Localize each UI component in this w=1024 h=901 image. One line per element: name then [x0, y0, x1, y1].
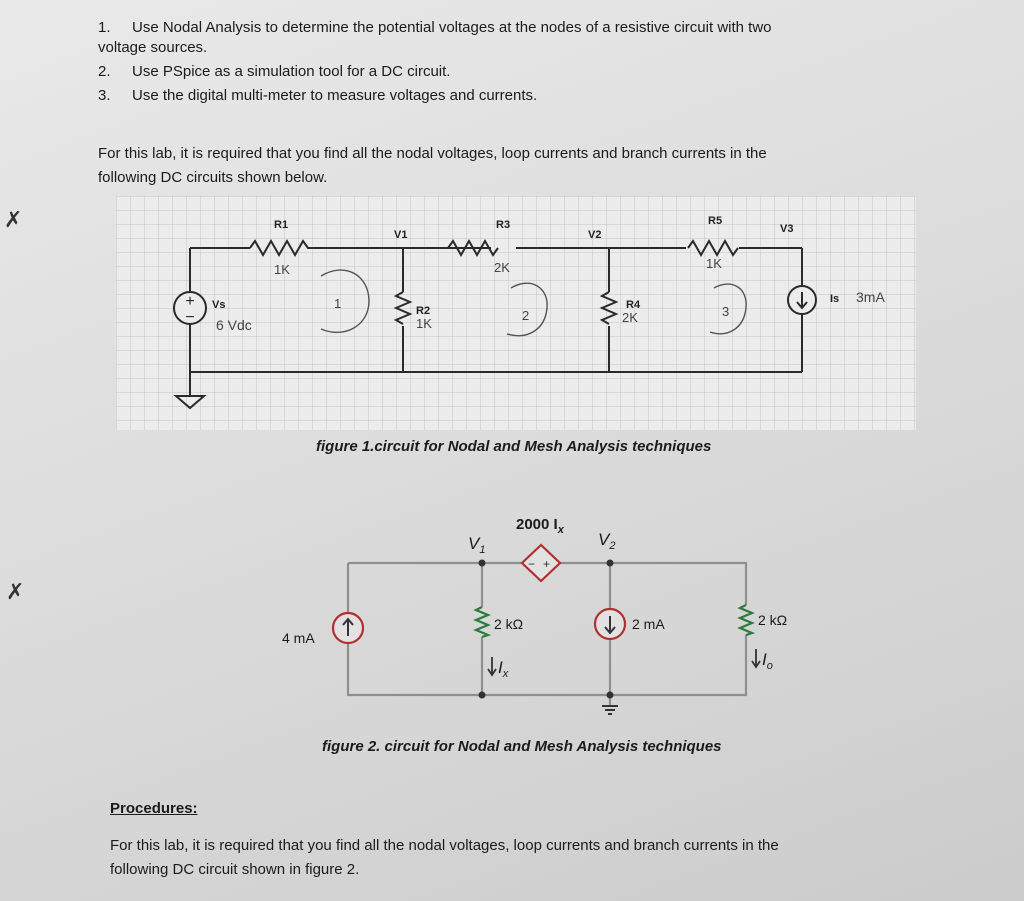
node-dot [479, 692, 486, 699]
label-2ma: 2 mA [632, 616, 665, 632]
value-r3: 2K [494, 260, 510, 275]
label-ix [498, 658, 509, 680]
current-arrow-io [752, 649, 760, 667]
label-v1-subscript: 1 [479, 544, 486, 556]
label-2k-right: 2 kΩ [758, 612, 788, 628]
dependent-source-subscript: x [557, 524, 564, 536]
objective-text: Use PSpice as a simulation tool for a DC circuit. [132, 63, 451, 80]
procedures-paragraph [110, 834, 950, 882]
current-arrow-ix [488, 657, 496, 675]
label-io [762, 650, 773, 672]
label-v1 [468, 534, 485, 556]
label-r2: R2 [416, 305, 431, 317]
procedures-heading: Procedures: [110, 800, 198, 817]
wire [348, 563, 746, 695]
mesh-number-3: 3 [722, 304, 730, 319]
label-v3: V3 [780, 223, 794, 235]
node-dot [479, 560, 486, 567]
figure2-circuit [260, 505, 820, 725]
label-v2-subscript: 2 [609, 540, 616, 552]
value-is: 3mA [856, 289, 885, 305]
figure1-circuit [116, 196, 916, 430]
dependent-source-text: 2000 I [516, 516, 558, 533]
label-r5: R5 [708, 215, 723, 227]
value-r4: 2K [622, 310, 638, 325]
procedures-line: following DC circuit shown in figure 2. [110, 861, 360, 878]
label-r3: R3 [496, 219, 511, 231]
node-dot [607, 560, 614, 567]
label-v1-text: V [468, 534, 480, 553]
label-4ma: 4 mA [282, 630, 315, 646]
label-io-subscript: o [766, 660, 773, 672]
resistor-2k-right [740, 605, 752, 635]
label-ix-subscript: x [502, 668, 509, 680]
margin-mark: ✗ [6, 580, 25, 605]
intro-paragraph [98, 142, 918, 190]
figure2-caption: figure 2. circuit for Nodal and Mesh Analysis techniques [322, 738, 722, 755]
label-v1: V1 [394, 229, 408, 241]
plus-icon: + [543, 557, 551, 571]
plus-icon: + [185, 293, 195, 310]
objective-number: 2. [98, 63, 111, 80]
figure1-caption: figure 1.circuit for Nodal and Mesh Analysis techniques [316, 438, 712, 455]
value-vs: 6 Vdc [216, 317, 252, 333]
label-r1: R1 [274, 219, 289, 231]
label-ix-text: I [498, 658, 503, 677]
objective-text: Use Nodal Analysis to determine the potential voltages at the nodes of a resistive circuit with two [132, 19, 772, 36]
intro-line: For this lab, it is required that you find all the nodal voltages, loop currents and branch currents in the [98, 145, 767, 162]
objective-number: 3. [98, 87, 111, 104]
wire [578, 563, 746, 605]
label-is: Is [830, 293, 840, 305]
label-r4: R4 [626, 299, 641, 311]
objective-item [98, 88, 537, 103]
minus-icon: − [185, 309, 195, 326]
objective-continuation: voltage sources. [98, 39, 208, 56]
mesh-number-1: 1 [334, 296, 342, 311]
label-vs: Vs [212, 299, 226, 311]
label-v2-text: V [598, 530, 610, 549]
mesh-number-2: 2 [522, 308, 530, 323]
resistor-2k-middle [476, 607, 488, 637]
objective-number: 1. [98, 19, 111, 36]
minus-icon: − [528, 557, 536, 571]
objective-text: Use the digital multi-meter to measure voltages and currents. [132, 87, 538, 104]
margin-mark: ✗ [4, 208, 23, 233]
node-dot [607, 692, 614, 699]
objective-item [98, 64, 450, 79]
objective-item [98, 20, 772, 35]
label-v2 [598, 530, 615, 552]
procedures-line: For this lab, it is required that you find all the nodal voltages, loop currents and branch currents in the [110, 837, 779, 854]
label-dependent-source [516, 516, 565, 536]
label-io-text: I [762, 650, 767, 669]
value-r2: 1K [416, 316, 432, 331]
value-r1: 1K [274, 262, 290, 277]
ground-symbol [602, 706, 618, 714]
intro-line: following DC circuits shown below. [98, 169, 328, 186]
value-r5: 1K [706, 256, 722, 271]
label-2k-middle: 2 kΩ [494, 616, 524, 632]
label-v2: V2 [588, 229, 602, 241]
